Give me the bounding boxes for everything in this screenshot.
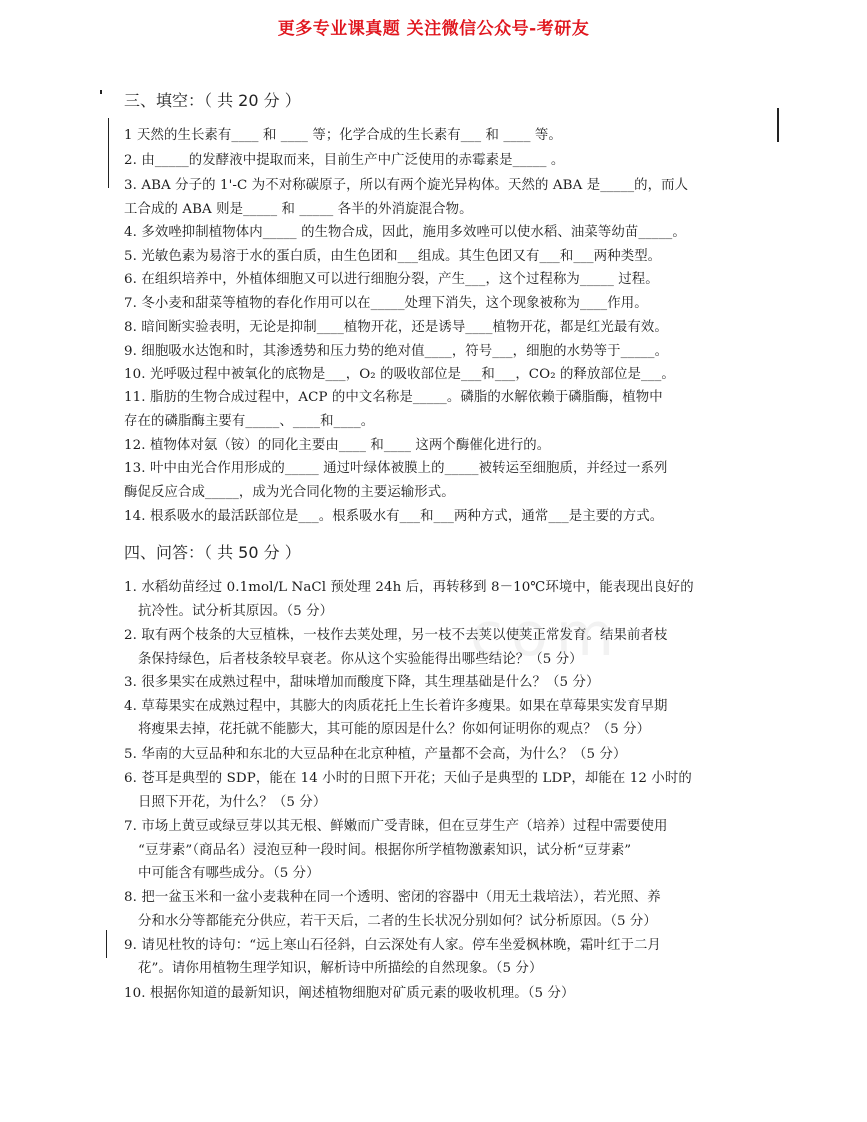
- fill-line-1: 1 天然的生长素有____ 和 ____ 等；化学合成的生长素有___ 和 ____ 等。: [124, 128, 562, 143]
- fill-line-6: 5. 光敏色素为易溶于水的蛋白质，由生色团和___组成。其生色团又有___和___两种类型。: [124, 249, 662, 264]
- fill-line-4: 工合成的 ABA 则是_____ 和 _____ 各半的外消旋混合物。: [124, 202, 473, 217]
- qa-line-1: 1. 水稻幼苗经过 0.1mol/L NaCl 预处理 24h 后，再转移到 8－10℃环境中，能表现出良好的: [124, 580, 694, 595]
- fill-line-8: 7. 冬小麦和甜菜等植物的春化作用可以在_____处理下消失，这个现象被称为____作用。: [124, 296, 648, 311]
- qa-line-17: 花”。请你用植物生理学知识，解析诗中所描绘的自然现象。（5 分）: [138, 961, 543, 976]
- scan-mark-top-left: [100, 90, 102, 94]
- fill-line-2: 2. 由_____的发酵液中提取而来，目前生产中广泛使用的赤霉素是_____ 。: [124, 153, 565, 168]
- fill-line-3: 3. ABA 分子的 1'-C 为不对称碳原子，所以有两个旋光异构体。天然的 ABA 是_____的，而人: [124, 178, 689, 193]
- fill-line-15: 13. 叶中由光合作用形成的_____ 通过叶绿体被膜上的_____被转运至细胞质，并经过一系列: [124, 461, 668, 476]
- qa-line-15: 分和水分等都能充分供应，若干天后，二者的生长状况分别如何？试分析原因。（5 分）: [138, 914, 657, 929]
- qa-line-12: “豆芽素”（商品名）浸泡豆种一段时间。根据你所学植物激素知识，试分析“豆芽素”: [138, 843, 632, 858]
- fill-line-9: 8. 暗间断实验表明，无论是抑制____植物开花，还是诱导____植物开花，都是红光最有效。: [124, 320, 668, 335]
- fill-line-11: 10. 光呼吸过程中被氧化的底物是___，O₂ 的吸收部位是___和___，CO₂ 的释放部位是___。: [124, 367, 675, 382]
- header-banner: 更多专业课真题 关注微信公众号-考研友: [277, 19, 590, 39]
- section-3-title: 三、填空：（ 共 20 分 ）: [124, 91, 301, 110]
- qa-line-11: 7. 市场上黄豆或绿豆芽以其无根、鲜嫩而广受青睐，但在豆芽生产（培养）过程中需要使用: [124, 819, 668, 834]
- fill-line-7: 6. 在组织培养中，外植体细胞又可以进行细胞分裂，产生___，这个过程称为_____ 过程。: [124, 272, 659, 287]
- qa-line-3: 2. 取有两个枝条的大豆植株，一枝作去荚处理，另一枝不去荚以使荚正常发育。结果前者枝: [124, 628, 668, 643]
- qa-line-10: 日照下开花，为什么？（5 分）: [138, 795, 327, 810]
- scan-mark-right-bracket: [777, 108, 779, 142]
- qa-line-8: 5. 华南的大豆品种和东北的大豆品种在北京种植，产量都不会高，为什么？（5 分）: [124, 747, 627, 762]
- faint-watermark: com: [470, 600, 623, 670]
- qa-line-7: 将瘦果去掉，花托就不能膨大，其可能的原因是什么？你如何证明你的观点？（5 分）: [138, 722, 651, 737]
- fill-line-17: 14. 根系吸水的最活跃部位是___。根系吸水有___和___两种方式，通常___是主要的方式。: [124, 509, 664, 524]
- qa-line-16: 9. 请见杜牧的诗句：“远上寒山石径斜，白云深处有人家。停车坐爱枫林晚，霜叶红于二月: [124, 938, 661, 953]
- fill-line-5: 4. 多效唑抑制植物体内_____ 的生物合成，因此，施用多效唑可以使水稻、油菜等幼苗_____。: [124, 225, 686, 240]
- qa-line-9: 6. 苍耳是典型的 SDP，能在 14 小时的日照下开花；天仙子是典型的 LDP，却能在 12 小时的: [124, 771, 692, 786]
- scan-mark-left-bracket-2: [106, 930, 107, 958]
- qa-line-6: 4. 草莓果实在成熟过程中，其膨大的肉质花托上生长着许多瘦果。如果在草莓果实发育早期: [124, 699, 668, 714]
- fill-line-16: 酶促反应合成_____，成为光合同化物的主要运输形式。: [124, 485, 455, 500]
- qa-line-2: 抗冷性。试分析其原因。（5 分）: [138, 604, 334, 619]
- qa-line-14: 8. 把一盆玉米和一盆小麦栽种在同一个透明、密闭的容器中（用无土栽培法），若光照、养: [124, 890, 661, 905]
- fill-line-10: 9. 细胞吸水达饱和时，其渗透势和压力势的绝对值____，符号___，细胞的水势等于_____。: [124, 344, 669, 359]
- fill-line-12: 11. 脂肪的生物合成过程中，ACP 的中文名称是_____。磷脂的水解依赖于磷脂酶，植物中: [124, 390, 663, 405]
- qa-line-13: 中可能含有哪些成分。（5 分）: [138, 866, 320, 881]
- fill-line-14: 12. 植物体对氨（铵）的同化主要由____ 和____ 这两个酶催化进行的。: [124, 438, 551, 453]
- qa-line-4: 条保持绿色，后者枝条较早衰老。你从这个实验能得出哪些结论？（5 分）: [138, 652, 583, 667]
- section-4-title: 四、问答：（ 共 50 分 ）: [124, 543, 301, 562]
- qa-line-18: 10. 根据你知道的最新知识，阐述植物细胞对矿质元素的吸收机理。（5 分）: [124, 986, 575, 1001]
- fill-line-13: 存在的磷脂酶主要有_____、____和____。: [124, 414, 375, 429]
- scan-mark-left-bracket: [108, 118, 109, 188]
- qa-line-5: 3. 很多果实在成熟过程中，甜味增加而酸度下降，其生理基础是什么？（5 分）: [124, 675, 600, 690]
